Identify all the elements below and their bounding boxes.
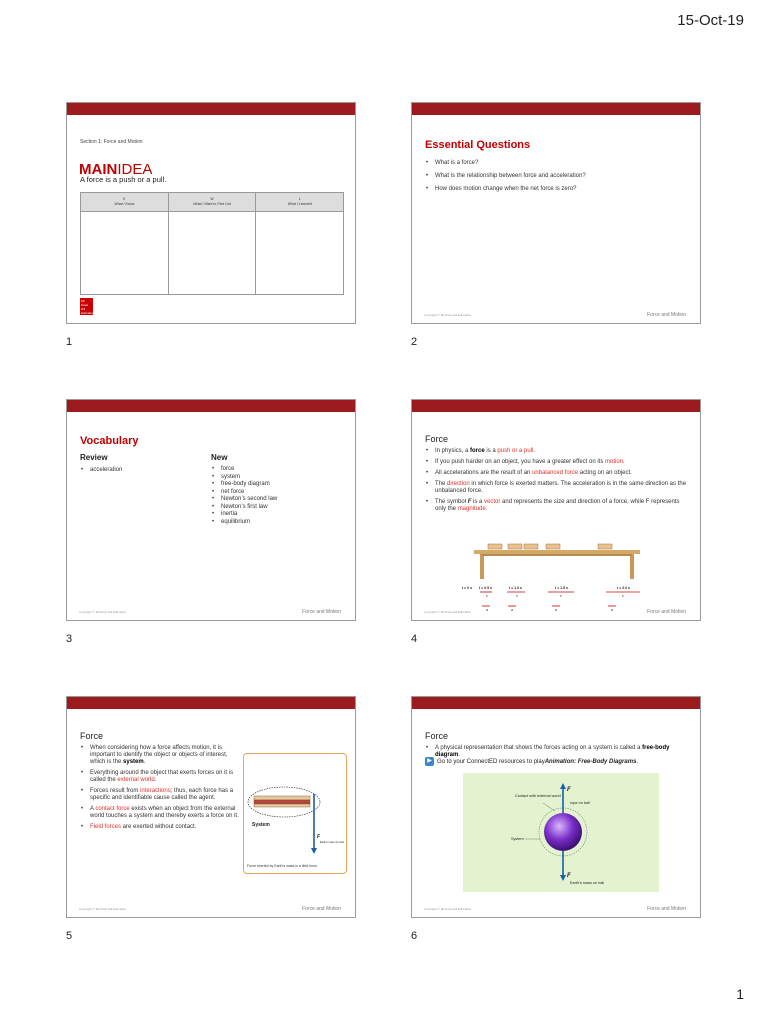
new-heading: New — [211, 453, 228, 462]
ball — [544, 813, 582, 851]
kwl-label: What I Know — [114, 202, 135, 206]
gravity-force-arrowhead — [560, 875, 566, 881]
review-list — [81, 466, 181, 479]
kwl-chart — [80, 192, 344, 295]
list-item: • Newton’s first law — [212, 504, 342, 512]
question-list — [426, 159, 686, 198]
slide-3[interactable] — [66, 399, 356, 621]
motion-diagram — [412, 530, 701, 621]
text-run: A — [90, 806, 96, 812]
kwl-letter: K — [123, 197, 126, 201]
kwl-header-k — [81, 193, 169, 211]
text-run: exists when an object from the external world touches a system and thereby exerts a force on it. — [90, 806, 239, 819]
a-label: a — [555, 608, 557, 612]
force-label: F — [317, 834, 321, 840]
text-run: Everything around the object that exerts forces on it is called the — [90, 770, 234, 783]
text-run: are exerted without contact. — [121, 824, 197, 830]
a-label: a — [511, 608, 513, 612]
connected-resource-link[interactable]: ▶ Go to your ConnectED resources to play Animation: Free-Body Diagrams . — [425, 757, 638, 766]
slide-header-bar — [67, 400, 355, 412]
kwl-header-w — [169, 193, 257, 211]
text-run: is a — [484, 448, 498, 454]
slide-1[interactable] — [66, 102, 356, 324]
term-system: system — [123, 759, 144, 765]
kwl-cell — [256, 212, 343, 294]
time-label: t = 1.5 s — [555, 586, 568, 590]
list-item: • What is the relationship between force and acceleration? — [426, 172, 686, 180]
force-arrowhead — [311, 848, 317, 854]
list-item — [426, 481, 688, 495]
slide-footer: Force and Motion — [647, 312, 686, 318]
list-item — [81, 788, 241, 802]
table-leg — [630, 554, 634, 579]
slide-header-bar — [412, 697, 700, 709]
v-label: v — [516, 594, 518, 598]
slide-header-bar — [412, 103, 700, 115]
list-item: • system — [212, 474, 342, 482]
new-list — [212, 466, 342, 526]
slide-number: 6 — [411, 930, 418, 942]
v-label: v — [486, 594, 488, 598]
text-run: is a — [471, 499, 485, 505]
list-item: • acceleration — [81, 466, 181, 474]
system-label: System — [511, 837, 524, 841]
text-run: If you push harder on an object, you have a greater effect on its — [435, 459, 605, 465]
list-item: • How does motion change when the net force is zero? — [426, 185, 686, 193]
book-positions — [488, 544, 612, 549]
slide-footer: Force and Motion — [302, 906, 341, 912]
time-label: t = 0 s — [462, 586, 473, 590]
slide-title: Force — [425, 731, 449, 741]
force-sub-label: Earth’s mass on book — [320, 841, 344, 844]
slide-number: 2 — [411, 336, 418, 348]
text-run: ; thus, each force has a specific and identifiable cause called the agent. — [90, 788, 234, 801]
list-item: • When considering how a force affects motion, it is important to identify the object or objects of interest, which is the system. — [81, 745, 241, 766]
highlight: external world — [117, 777, 155, 783]
slide-title: Force — [80, 731, 104, 741]
slide-title: Vocabulary — [80, 435, 139, 447]
slide-title: Force — [425, 434, 449, 444]
slide-6[interactable] — [411, 696, 701, 918]
slide-header-bar — [67, 103, 355, 115]
table-top — [474, 550, 640, 554]
symbol-f: F — [467, 499, 472, 505]
highlight: direction — [447, 481, 470, 487]
list-item: • What is a force? — [426, 159, 686, 167]
list-item: • force — [212, 466, 342, 474]
list-item — [81, 806, 241, 820]
contact-label: Contact with external world — [515, 794, 561, 798]
list-item: • Newton’s second law — [212, 496, 342, 504]
text-run: Forces result from — [90, 788, 141, 794]
animation-title[interactable]: Animation: Free-Body Diagrams — [544, 758, 637, 765]
time-label: t = 1.0 s — [509, 586, 522, 590]
play-icon[interactable]: ▶ — [425, 757, 434, 766]
slide-footer: Force and Motion — [647, 906, 686, 912]
list-item: • inertia — [212, 511, 342, 519]
free-body-diagram — [463, 773, 659, 892]
kwl-letter: W — [210, 197, 214, 201]
slide-number: 3 — [66, 633, 73, 645]
bullet-list — [81, 745, 241, 835]
field-force-figure — [243, 753, 347, 874]
list-item: • A physical representation that shows the forces acting on a system is called a free-body diagram. — [426, 745, 688, 759]
link-text: Go to your ConnectED resources to play — [437, 758, 545, 765]
slide-number: 1 — [66, 336, 73, 348]
text-run: In physics, a — [435, 448, 471, 454]
force-label: F — [567, 873, 571, 879]
text-run: When considering how a force affects motion, it is important to identify the object or objects of interest, which is the — [90, 745, 228, 765]
list-item: • Everything around the object that exerts forces on it is called the external world. — [81, 770, 241, 784]
highlight: interactions — [140, 788, 171, 794]
slide-number: 5 — [66, 930, 73, 942]
book — [254, 804, 310, 807]
time-label: t = 2.0 s — [617, 586, 630, 590]
list-item: • In physics, a force is a push or a pull. — [426, 448, 688, 455]
rope-label: rope on ball — [570, 801, 590, 805]
main-idea-text: A force is a push or a pull. — [80, 175, 167, 184]
kwl-letter: L — [298, 197, 301, 201]
main-idea-label-main: MAIN — [79, 161, 118, 178]
rope-force-arrowhead — [560, 783, 566, 789]
copyright: Copyright © McGraw-Hill Education — [424, 907, 472, 911]
highlight: magnitude — [457, 506, 486, 512]
force-label: F — [567, 787, 571, 793]
list-item: • The symbol F is a vector and represents the size and direction of a force, while F represents only the magnitude. — [426, 499, 688, 513]
text-run: and represents the size and direction of a force, while F represents only the — [435, 499, 680, 512]
term-free-body-diagram: free-body diagram — [435, 745, 670, 758]
v-label: v — [560, 594, 562, 598]
list-item — [81, 824, 241, 831]
slide-2[interactable] — [411, 102, 701, 324]
kwl-label: What I Want to Find Out — [193, 202, 231, 206]
copyright: Copyright © McGraw-Hill Education — [424, 610, 472, 614]
text-run: The symbol — [435, 499, 468, 505]
slide-4[interactable] — [411, 399, 701, 621]
book — [254, 800, 310, 804]
highlight: vector — [484, 499, 501, 505]
list-item: • net force — [212, 489, 342, 497]
kwl-cell — [81, 212, 169, 294]
highlight: push or a pull — [497, 448, 534, 454]
text-run: acting on an object. — [578, 470, 632, 476]
a-label: a — [486, 608, 488, 612]
slide-header-bar — [67, 697, 355, 709]
copyright: Copyright © McGraw-Hill Education — [79, 610, 127, 614]
highlight: unbalanced force — [532, 470, 579, 476]
bullet-list — [426, 448, 688, 517]
publisher-logo: Mc Graw Hill Education — [81, 299, 95, 315]
copyright: Copyright © McGraw-Hill Education — [79, 907, 127, 911]
kwl-label: What I Learned — [287, 202, 312, 206]
book-diagram — [244, 754, 346, 873]
text-run: A physical representation that shows the forces acting on a system is called a — [435, 745, 643, 751]
text-run: in which force is exerted matters. The acceleration is in the same direction as the unbalanced force. — [435, 481, 687, 494]
slide-title: Essential Questions — [425, 139, 531, 151]
slide-number: 4 — [411, 633, 418, 645]
header-date: 15-Oct-19 — [677, 12, 744, 29]
earth-label: Earth’s mass on ball — [570, 881, 605, 885]
kwl-header-l — [256, 193, 343, 211]
highlight: motion — [605, 459, 624, 465]
review-heading: Review — [80, 453, 108, 462]
list-item: • equilibrium — [212, 519, 342, 527]
list-item: • If you push harder on an object, you have a greater effect on its motion. — [426, 459, 688, 466]
slide-header-bar — [412, 400, 700, 412]
slide-footer: Force and Motion — [302, 609, 341, 615]
slide-5[interactable] — [66, 696, 356, 918]
table-rail — [482, 554, 632, 556]
free-body-svg — [463, 773, 659, 892]
book — [254, 796, 310, 800]
main-idea-label-idea: IDEA — [117, 161, 153, 178]
text-run: All accelerations are the result of an — [435, 470, 533, 476]
time-label: t = 0.5 s — [479, 586, 492, 590]
system-label: System — [252, 822, 270, 828]
callout-line — [543, 803, 555, 811]
copyright: Copyright © McGraw-Hill Education — [424, 313, 472, 317]
kwl-cell — [169, 212, 257, 294]
term-force: force — [470, 448, 485, 454]
highlight: contact force — [95, 806, 130, 812]
list-item — [426, 470, 688, 477]
a-label: a — [611, 608, 613, 612]
page-number: 1 — [736, 986, 744, 1002]
figure-caption: Force exerted by Earth’s mass is a field force. — [247, 864, 318, 868]
v-label: v — [622, 594, 624, 598]
table-leg — [480, 554, 484, 579]
highlight: Field forces — [90, 824, 122, 830]
text-run: The — [435, 481, 448, 487]
section-label: Section 1: Force and Motion — [80, 139, 143, 145]
slide-footer: Force and Motion — [647, 609, 686, 615]
list-item: • free-body diagram — [212, 481, 342, 489]
